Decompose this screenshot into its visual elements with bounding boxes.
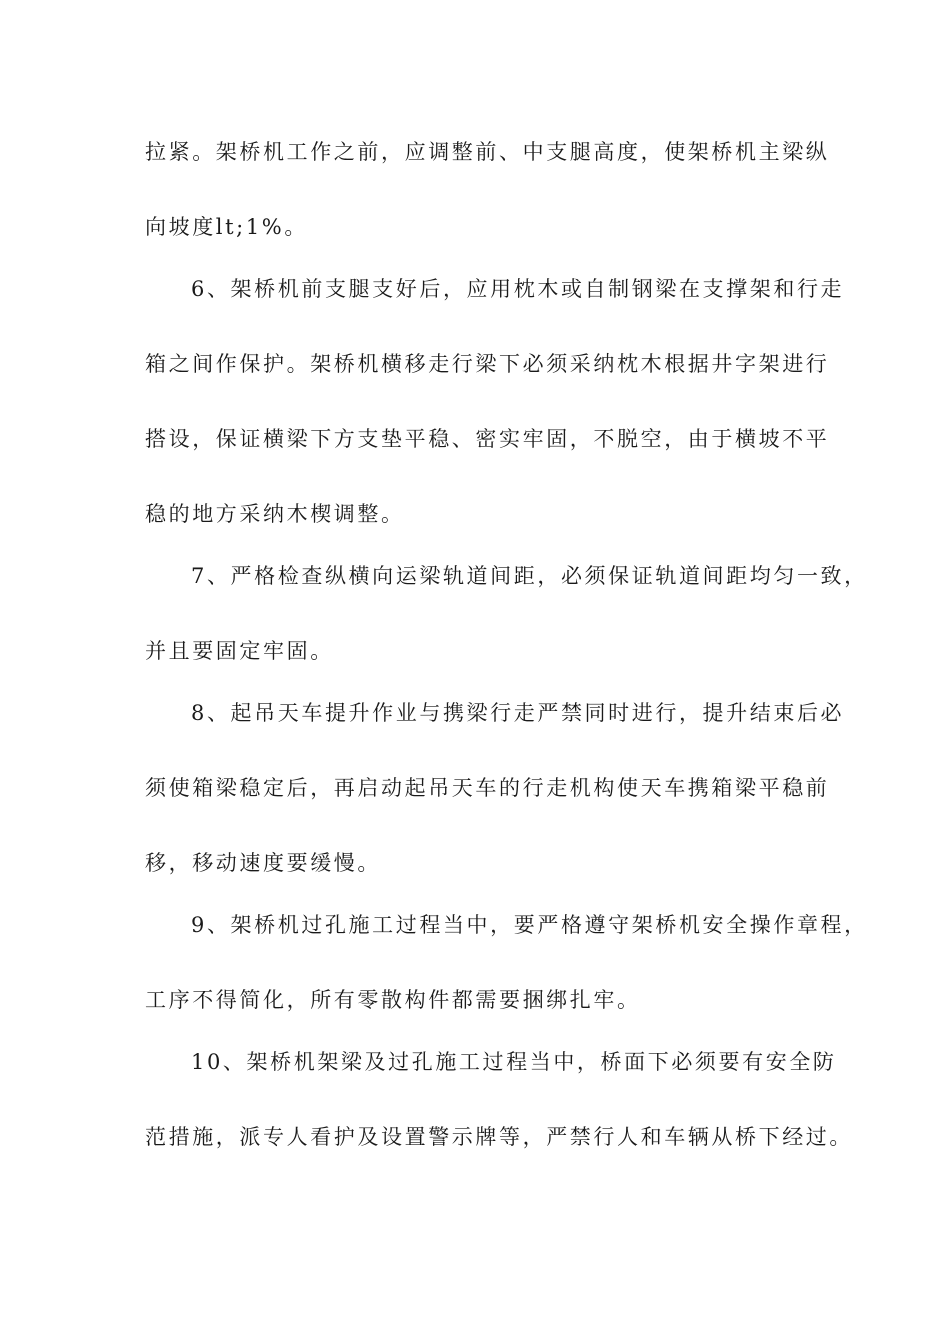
paragraph-item-9-start: 9、架桥机过孔施工过程当中，要严格遵守架桥机安全操作章程， <box>191 913 868 937</box>
paragraph-item-8-start: 8、起吊天车提升作业与携梁行走严禁同时进行，提升结束后必 <box>191 701 845 725</box>
text-line: 范措施，派专人看护及设置警示牌等，严禁行人和车辆从桥下经过。 <box>145 1125 853 1149</box>
text-line: 拉紧。架桥机工作之前，应调整前、中支腿高度，使架桥机主梁纵 <box>145 140 830 164</box>
text-line: 移，移动速度要缓慢。 <box>145 851 381 875</box>
text-line: 向坡度lt;1%。 <box>145 215 308 239</box>
text-line: 并且要固定牢固。 <box>145 639 334 663</box>
paragraph-item-7-start: 7、严格检查纵横向运梁轨道间距，必须保证轨道间距均匀一致， <box>191 564 868 588</box>
text-line: 工序不得简化，所有零散构件都需要捆绑扎牢。 <box>145 988 641 1012</box>
paragraph-item-10-start: 10、架桥机架梁及过孔施工过程当中，桥面下必须要有安全防 <box>191 1050 837 1074</box>
text-line: 搭设，保证横梁下方支垫平稳、密实牢固，不脱空，由于横坡不平 <box>145 427 830 451</box>
paragraph-item-6-start: 6、架桥机前支腿支好后，应用枕木或自制钢梁在支撑架和行走 <box>191 277 845 301</box>
text-line: 箱之间作保护。架桥机横移走行梁下必须采纳枕木根据井字架进行 <box>145 352 830 376</box>
text-line: 须使箱梁稳定后，再启动起吊天车的行走机构使天车携箱梁平稳前 <box>145 776 830 800</box>
text-line: 稳的地方采纳木楔调整。 <box>145 502 405 526</box>
